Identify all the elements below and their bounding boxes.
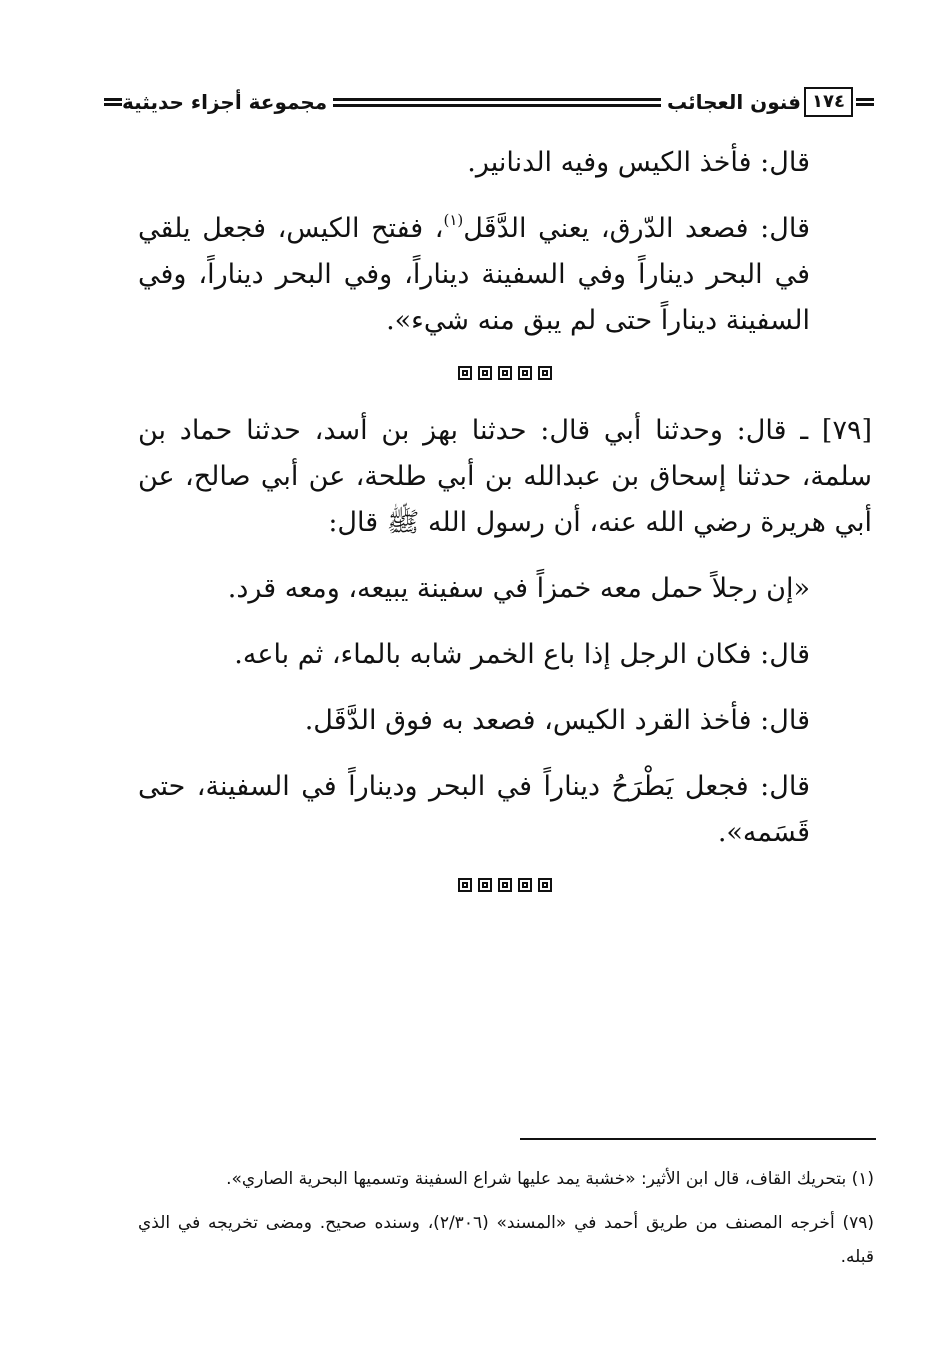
header-ornament-right — [856, 98, 874, 106]
divider-square-icon — [458, 878, 472, 892]
divider-square-icon — [478, 878, 492, 892]
book-title: فنون العجائب — [666, 90, 802, 114]
header-ornament-left — [104, 98, 122, 106]
footnote-separator — [520, 1138, 876, 1140]
paragraph: قال: فأخذ الكيس وفيه الدنانير. — [467, 147, 810, 178]
main-text — [138, 140, 872, 920]
hadith-line: قال: فجعل يَطْرَحُ ديناراً في البحر وديناراً في السفينة، حتى قَسَمه». — [138, 771, 810, 848]
paragraph-text: ، ففتح الكيس، فجعل يلقي في البحر ديناراً وفي السفينة ديناراً، وفي البحر ديناراً، وفي السفينة ديناراً حتى لم يبق منه شيء». — [138, 213, 810, 336]
section-divider — [138, 366, 872, 380]
hadith-line: قال: فأخذ القرد الكيس، فصعد به فوق الدَّقَل. — [304, 705, 810, 736]
section-divider — [138, 878, 872, 892]
divider-square-icon — [518, 366, 532, 380]
series-title: مجموعة أجزاء حديثية — [122, 90, 328, 114]
header-rule — [333, 98, 661, 107]
footnotes — [138, 1162, 874, 1284]
footnote: (١) بتحريك القاف، قال ابن الأثير: «خشبة يمد عليها شراع السفينة وتسميها البحرية الصاري». — [226, 1169, 874, 1189]
hadith-line: «إن رجلاً حمل معه خمزاً في سفينة يبيعه، ومعه قرد. — [227, 573, 810, 604]
divider-square-icon — [518, 878, 532, 892]
divider-square-icon — [478, 366, 492, 380]
hadith-line: قال: فكان الرجل إذا باع الخمر شابه بالماء، ثم باعه. — [234, 639, 810, 670]
divider-square-icon — [538, 878, 552, 892]
divider-square-icon — [498, 366, 512, 380]
paragraph-text: قال: فصعد الدّرق، يعني الدَّقَل — [463, 213, 810, 244]
paragraph-with-footnote — [138, 206, 872, 344]
footnote-reference[interactable]: (١) — [443, 211, 464, 229]
page-number: ١٧٤ — [804, 87, 853, 117]
divider-square-icon — [498, 878, 512, 892]
hadith-isnad: [٧٩] ـ قال: وحدثنا أبي قال: حدثنا بهز بن أسد، حدثنا حماد بن سلمة، حدثنا إسحاق بن عبدالله بن أبي طلحة، عن أبي صالح، عن أبي هريرة رضي الله عنه، أن رسول الله ﷺ قال: — [138, 415, 872, 538]
running-header — [104, 82, 874, 122]
footnote: (٧٩) أخرجه المصنف من طريق أحمد في «المسند» (٢/٣٠٦)، وسنده صحيح. ومضى تخريجه في الذي قبله. — [138, 1213, 875, 1267]
divider-square-icon — [538, 366, 552, 380]
divider-square-icon — [458, 366, 472, 380]
